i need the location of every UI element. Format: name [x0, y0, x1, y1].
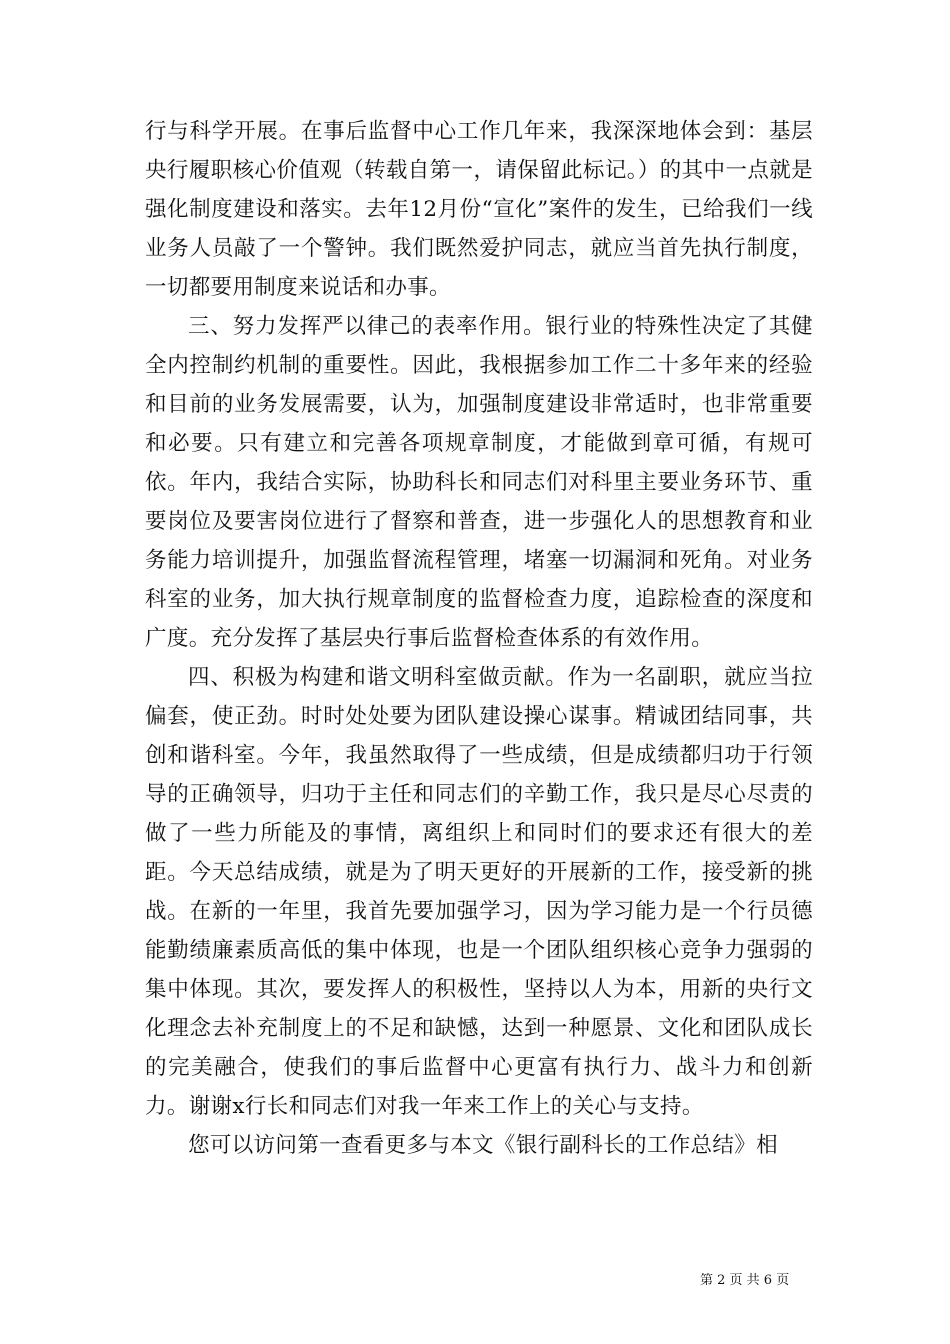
paragraph-1: 行与科学开展。在事后监督中心工作几年来，我深深地体会到：基层央行履职核心价值观（转载自第一，请保留此标记。）的其中一点就是强化制度建设和落实。去年12月份“宣化”案件的发生，已给我们一线业务人员敲了一个警钟。我们既然爱护同志，就应当首先执行制度，一切都要用制度来说话和办事。 — [145, 119, 813, 300]
page-number: 第 2 页 共 6 页 — [700, 1273, 790, 1288]
document-body — [145, 112, 813, 1165]
paragraph-4: 您可以访问第一查看更多与本文《银行副科长的工作总结》相 — [188, 1133, 778, 1158]
paragraph-3: 四、积极为构建和谐文明科室做贡献。作为一名副职，就应当拉偏套，使正劲。时时处处要为团队建设操心谋事。精诚团结同事，共创和谐科室。今年，我虽然取得了一些成绩，但是成绩都归功于行领导的正确领导，归功于主任和同志们的辛勤工作，我只是尽心尽责的做了一些力所能及的事情，离组织上和同时们的要求还有很大的差距。今天总结成绩，就是为了明天更好的开展新的工作，接受新的挑战。在新的一年里，我首先要加强学习，因为学习能力是一个行员德能勤绩廉素质高低的集中体现，也是一个团队组织核心竞争力强弱的集中体现。其次，要发挥人的积极性，坚持以人为本，用新的央行文化理念去补充制度上的不足和缺憾，达到一种愿景、文化和团队成长的完美融合，使我们的事后监督中心更富有执行力、战斗力和创新力。谢谢x行长和同志们对我一年来工作上的关心与支持。 — [145, 665, 813, 1119]
paragraph-2: 三、努力发挥严以律己的表率作用。银行业的特殊性决定了其健全内控制约机制的重要性。因此，我根据参加工作二十多年来的经验和目前的业务发展需要，认为，加强制度建设非常适时，也非常重要和必要。只有建立和完善各项规章制度，才能做到章可循，有规可依。年内，我结合实际，协助科长和同志们对科里主要业务环节、重要岗位及要害岗位进行了督察和普查，进一步强化人的思想教育和业务能力培训提升，加强监督流程管理，堵塞一切漏洞和死角。对业务科室的业务，加大执行规章制度的监督检查力度，追踪检查的深度和广度。充分发挥了基层央行事后监督检查体系的有效作用。 — [145, 314, 813, 651]
